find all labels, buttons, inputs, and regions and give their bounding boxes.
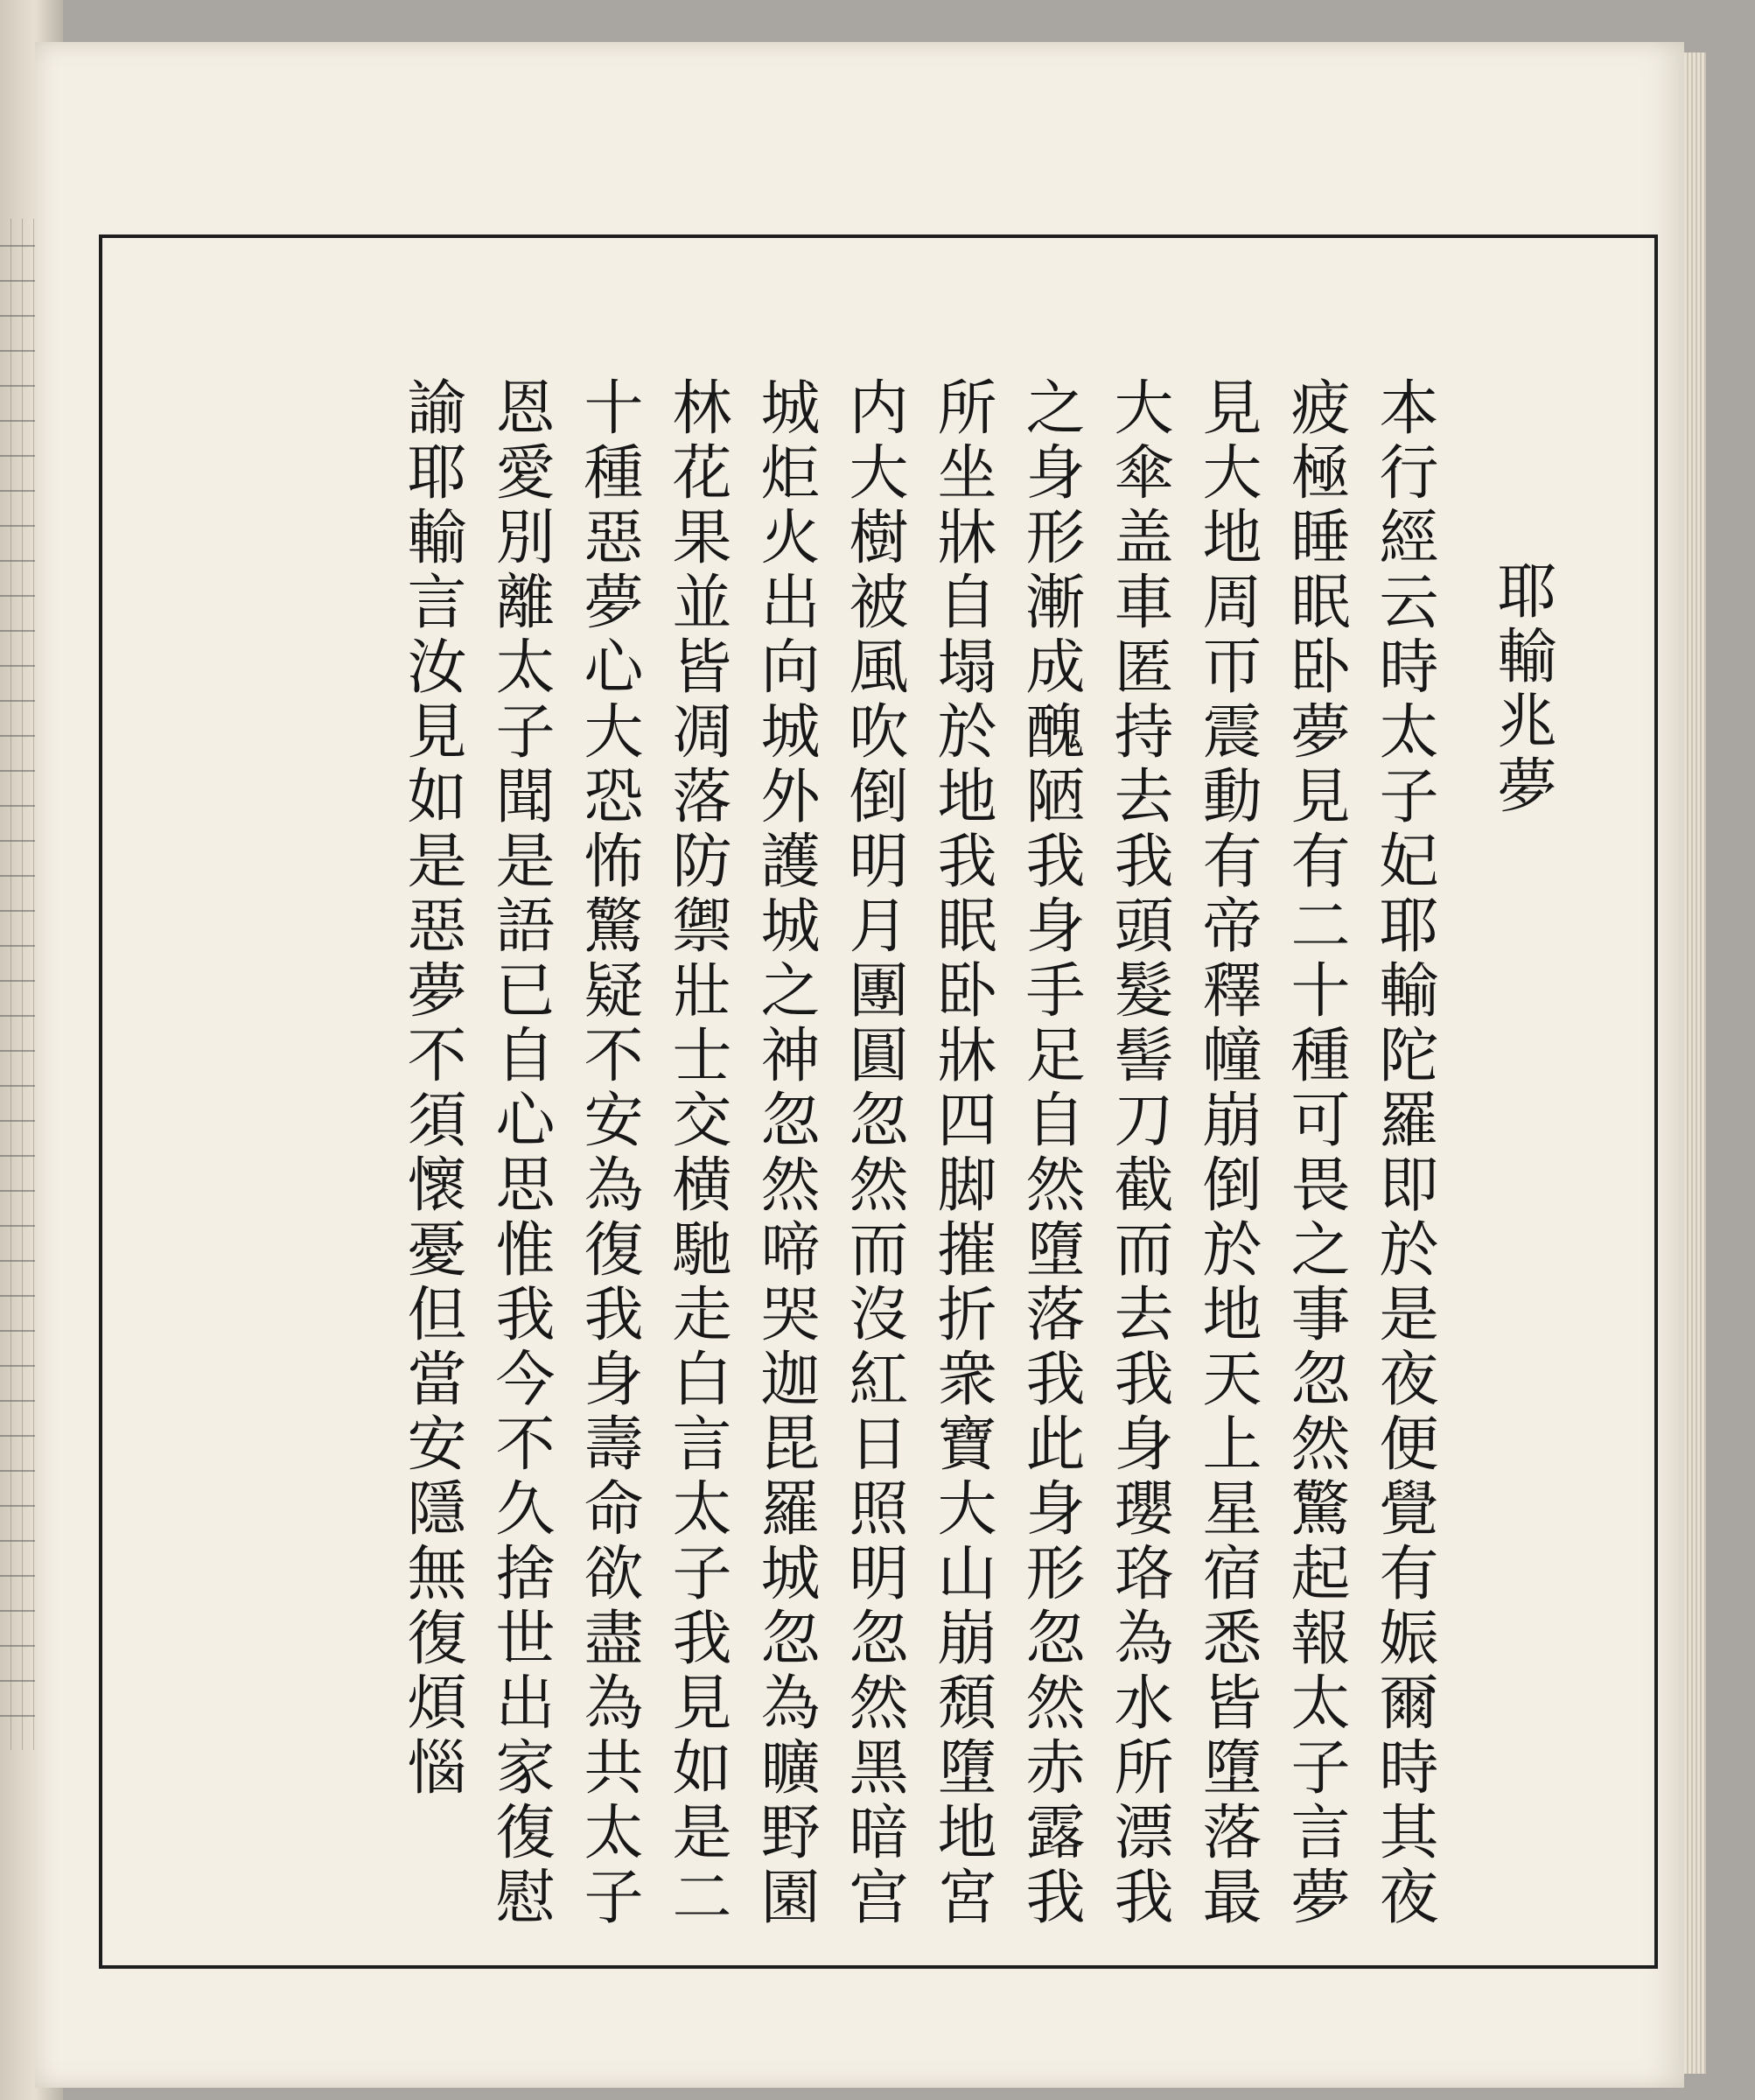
- vertical-text-block: [254, 376, 1566, 1934]
- text-column-7: 内大樹被風吹倒明月團圓忽然而沒紅日照明忽然黑暗宫: [839, 376, 908, 1930]
- text-column-10: 十種惡夢心大恐怖驚疑不安為復我身壽命欲盡為共太子: [574, 376, 643, 1930]
- text-column-5: 之身形漸成醜陋我身手足自然墮落我此身形忽然赤露我: [1016, 376, 1085, 1930]
- text-column-2: 疲極睡眠卧夢見有二十種可畏之事忽然驚起報太子言夢: [1281, 376, 1350, 1930]
- section-title: 耶輸兆夢: [1487, 560, 1556, 819]
- page-stack-edge: [1684, 52, 1706, 2074]
- text-column-9: 林花果並皆凋落防禦壯士交横馳走白言太子我見如是二: [662, 376, 731, 1930]
- text-column-8: 城炬火出向城外護城之神忽然啼哭迦毘羅城忽為曠野園: [751, 376, 820, 1930]
- text-column-4: 大傘盖車匿持去我頭髮髻刀截而去我身瓔珞為水所漂我: [1104, 376, 1173, 1930]
- text-column-1: 本行經云時太子妃耶輸陀羅即於是夜便覺有娠爾時其夜: [1369, 376, 1438, 1930]
- text-column-3: 見大地周帀震動有帝釋幢崩倒於地天上星宿悉皆墮落最: [1192, 376, 1262, 1930]
- text-column-11: 恩愛別離太子聞是語已自心思惟我今不久捨世出家復慰: [486, 376, 555, 1930]
- text-column-6: 所坐牀自塌於地我眠卧牀四脚摧折衆寶大山崩頹墮地宮: [927, 376, 996, 1930]
- text-column-12: 諭耶輸言汝見如是惡夢不須懷憂但當安隱無復煩惱: [397, 376, 466, 1801]
